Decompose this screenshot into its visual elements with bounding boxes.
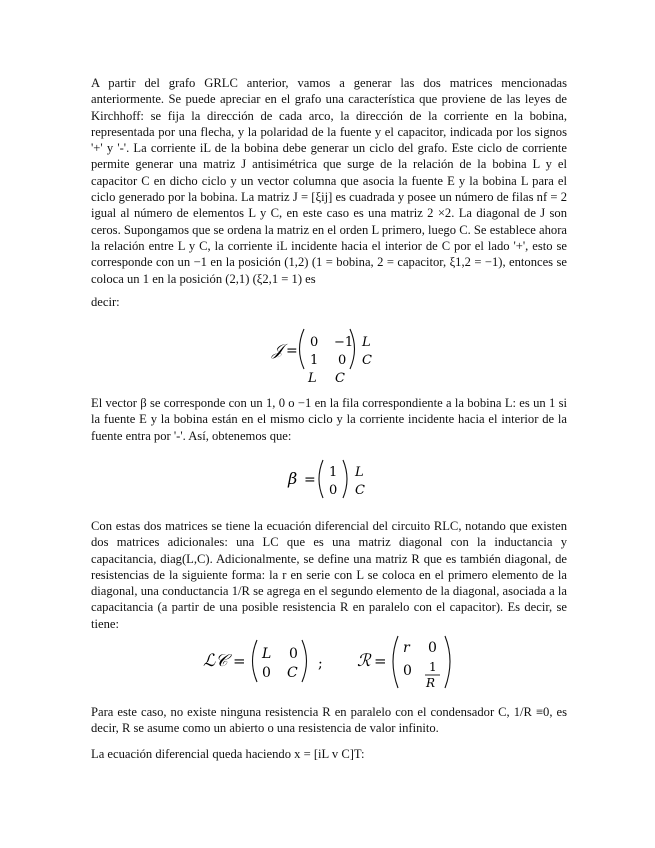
j-cell-1-2: −1: [334, 335, 354, 350]
lc-cell-2-2: C: [287, 665, 298, 681]
j-left-paren: [300, 329, 305, 369]
beta-cell-2: 0: [329, 483, 338, 498]
lc-equals: =: [233, 652, 246, 670]
lc-cell-1-2: 0: [289, 646, 298, 662]
lc-right-paren: [302, 640, 307, 682]
j-cell-2-2: 0: [338, 353, 347, 368]
equation-lc-r-matrices: [0, 632, 655, 692]
equation-separator: ;: [318, 656, 323, 672]
j-row-label-c: C: [362, 353, 372, 368]
beta-equals: =: [304, 472, 316, 488]
lc-cell-1-1: L: [262, 646, 272, 662]
beta-cell-1: 1: [329, 465, 338, 480]
lc-left-paren: [253, 640, 258, 682]
r-left-paren: [393, 636, 398, 688]
beta-symbol: β: [288, 469, 298, 488]
equation-j-svg: [0, 322, 655, 384]
beta-row-label-c: C: [355, 483, 365, 498]
beta-left-paren: [319, 460, 323, 498]
equation-lc-r-svg: [0, 632, 655, 692]
equation-beta-vector: [0, 456, 655, 502]
r-cell-1-1: r: [403, 640, 410, 656]
r-fraction-numerator: 1: [429, 660, 437, 674]
lc-symbol: ℒ𝒞: [203, 651, 228, 671]
j-cell-1-1: 0: [310, 335, 319, 350]
j-col-label-l: L: [308, 371, 317, 386]
j-cell-2-1: 1: [310, 353, 319, 368]
equation-j-matrix: [0, 322, 655, 384]
r-symbol: ℛ: [357, 651, 371, 671]
r-cell-2-1: 0: [403, 663, 412, 679]
beta-row-label-l: L: [355, 465, 364, 480]
equation-beta-svg: [0, 456, 655, 502]
paragraph-grafo-description: A partir del grafo GRLC anterior, vamos a generar las dos matrices mencionadas anteriormente. Se puede apreciar en el grafo una característica que proviene de las leyes de Kirchhoff: se fija la dirección de cada arco, la dirección de la corriente en la bobina, representada por una flecha, y la polaridad de la fuente y el capacitor, indicada por los signos '+' y '-'. La corriente iL de la bobina debe generar un ciclo del grafo. Este ciclo de corriente permite generar una matriz J antisimétrica que surge de la relación de la bobina L y el capacitor C en dicho ciclo y un vector columna que asocia la fuente E y la bobina L para el ciclo generado por la bobina. La matriz J = [ξij] es cuadrada y posee un número de filas nf = 2 igual al número de elementos L y C, en este caso es una matriz 2 ×2. La diagonal de J son ceros. Supongamos que se ordena la matriz en el orden L primero, luego C. Se establece ahora la relación entre L y C, la corriente iL incidente hacia el interior de C por el lado '+', esto se corresponde con un −1 en la posición (1,2) (1 = bobina, 2 = capacitor, ξ1,2 = −1), entonces se coloca un 1 en la posición (2,1) (ξ2,1 = 1) es: [91, 76, 567, 286]
j-symbol: 𝒥: [272, 340, 284, 359]
paragraph-decir: decir:: [91, 295, 120, 309]
j-equals: =: [286, 343, 298, 359]
r-equals: =: [374, 652, 387, 670]
j-row-label-l: L: [362, 335, 371, 350]
paragraph-vector-beta: El vector β se corresponde con un 1, 0 o −1 en la fila correspondiente a la bobina L: es un 1 si la fuente E y la bobina están en el mismo ciclo y la corriente incidente hacia el interior de la fuente entra por '-'. Así, obtenemos que:: [91, 396, 567, 443]
r-right-paren: [445, 636, 450, 688]
beta-right-paren: [343, 460, 347, 498]
r-cell-1-2: 0: [428, 640, 437, 656]
r-fraction-denominator: R: [426, 676, 436, 690]
paragraph-ecuacion-diferencial: La ecuación diferencial queda haciendo x = [iL v C]T:: [91, 747, 365, 761]
paragraph-ecuacion-rlc: Con estas dos matrices se tiene la ecuación diferencial del circuito RLC, notando que existen dos matrices adicionales: una LC que es una matriz diagonal con la inductancia y capacitancia, diag(L,C). Adicionalmente, se define una matriz R que es también diagonal, de resistencias de la siguiente forma: la r en serie con L se coloca en el primero elemento de la diagonal, una conductancia 1/R se agrega en el segundo elemento de la diagonal, asociada a la capacitancia (a partir de una posible resistencia R en paralelo con el capacitor). Es decir, se tiene:: [91, 519, 567, 631]
j-col-label-c: C: [335, 371, 345, 386]
paragraph-resistencia-infinita: Para este caso, no existe ninguna resistencia R en paralelo con el condensador C, 1/R ≡0, es decir, R se asume como un abierto o una resistencia de valor infinito.: [91, 705, 567, 736]
lc-cell-2-1: 0: [262, 665, 271, 681]
